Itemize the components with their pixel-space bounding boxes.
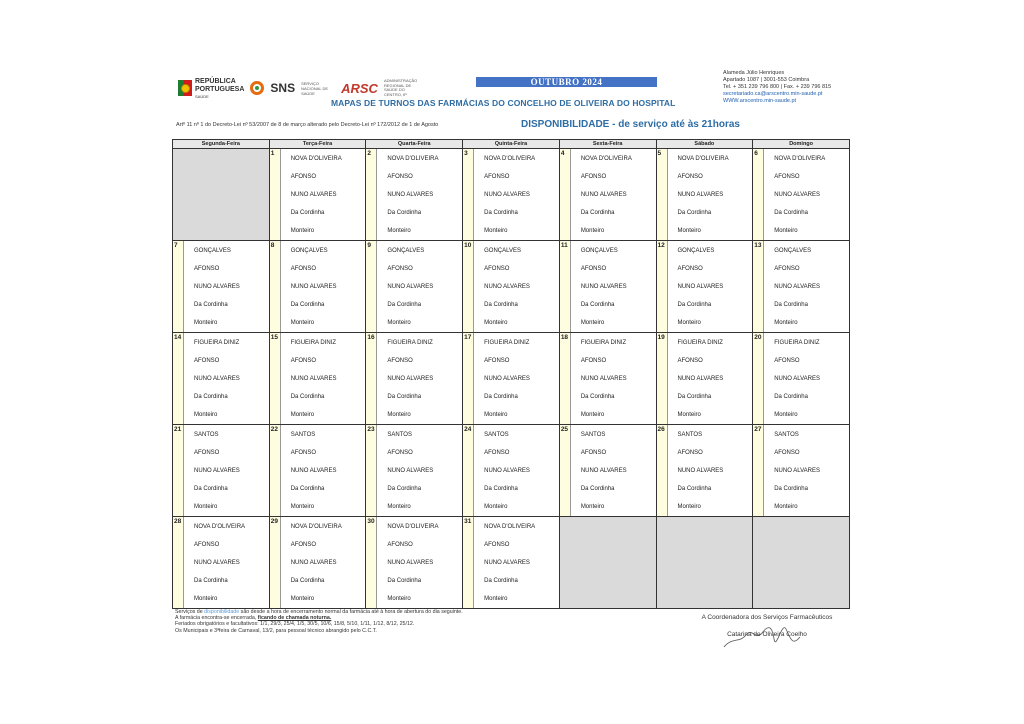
pharmacy-name: Monteiro	[774, 227, 798, 234]
pharmacy-list	[571, 425, 656, 516]
pharmacy-name: Monteiro	[580, 503, 605, 510]
pharmacy-name: GONÇALVES	[290, 247, 328, 254]
day-cell	[463, 333, 560, 425]
day-number: 24	[463, 425, 474, 516]
day-cell	[463, 149, 560, 241]
pharmacy-name: Da Cordinha	[194, 577, 228, 584]
pharmacy-list	[377, 241, 462, 332]
pharmacy-name: Monteiro	[580, 319, 605, 326]
pharmacy-name: Monteiro	[387, 319, 411, 326]
pharmacy-name: NOVA D'OLIVEIRA	[387, 155, 439, 162]
pharmacy-name: Monteiro	[484, 319, 508, 326]
pharmacy-name: AFONSO	[484, 173, 510, 180]
day-cell	[753, 425, 850, 517]
month-banner: OUTUBRO 2024	[476, 77, 657, 87]
pharmacy-list	[764, 425, 849, 516]
footer-line-3: Feriados obrigatórios e facultativos: 1/1, 29/3, 25/4, 1/5, 30/5, 10/6, 15/8, 5/10, 1/11, 1/12, 8/12, 25/12.	[175, 621, 415, 628]
contact-email-link[interactable]: secretariado.ca@arscentro.min-saude.pt	[723, 91, 823, 97]
footer-line-1-pre: Serviços de	[175, 609, 205, 615]
pharmacy-name: NUNO ALVARES	[484, 559, 530, 566]
pharmacy-name: AFONSO	[387, 265, 413, 272]
availability-heading: DISPONIBILIDADE - de serviço até às 21horas	[521, 119, 740, 130]
pharmacy-list	[184, 333, 269, 424]
pharmacy-name: Da Cordinha	[290, 485, 325, 492]
day-number: 1	[270, 149, 281, 240]
pharmacy-name: SANTOS	[290, 431, 316, 438]
pharmacy-name: NOVA D'OLIVEIRA	[194, 523, 246, 530]
pharmacy-list	[668, 241, 753, 332]
pharmacy-name: AFONSO	[677, 173, 703, 180]
day-cell	[753, 333, 850, 425]
pharmacy-name: Da Cordinha	[677, 485, 712, 492]
pharmacy-name: NOVA D'OLIVEIRA	[290, 523, 342, 530]
day-number: 20	[753, 333, 764, 424]
day-number: 4	[560, 149, 571, 240]
empty-day-cell	[173, 149, 270, 241]
day-cell	[656, 333, 753, 425]
pharmacy-name: Monteiro	[387, 411, 411, 418]
pharmacy-name: Monteiro	[580, 411, 605, 418]
pharmacy-name: FIGUEIRA DINIZ	[290, 339, 337, 346]
pharmacy-name: Da Cordinha	[290, 577, 325, 584]
pharmacy-name: NUNO ALVARES	[677, 191, 724, 198]
pharmacy-name: NOVA D'OLIVEIRA	[580, 155, 632, 162]
pharmacy-name: NUNO ALVARES	[484, 375, 530, 382]
day-cell	[366, 149, 463, 241]
pharmacy-name: GONÇALVES	[580, 247, 618, 254]
pharmacy-list	[668, 425, 753, 516]
day-number: 9	[366, 241, 377, 332]
pharmacy-name: NUNO ALVARES	[580, 191, 627, 198]
pharmacy-name: Monteiro	[194, 411, 218, 418]
pharmacy-name: NUNO ALVARES	[580, 375, 627, 382]
sns-logo-sub: SERVIÇO NACIONAL DE SAÚDE	[301, 80, 329, 96]
pharmacy-name: NOVA D'OLIVEIRA	[484, 155, 536, 162]
pharmacy-list	[377, 425, 462, 516]
pharmacy-name: AFONSO	[194, 357, 220, 364]
pharmacy-name: AFONSO	[677, 449, 703, 456]
pharmacy-name: NUNO ALVARES	[677, 467, 724, 474]
pharmacy-name: GONÇALVES	[194, 247, 231, 254]
pharmacy-list	[184, 425, 269, 516]
pharmacy-list	[571, 333, 656, 424]
day-cell	[559, 149, 656, 241]
pharmacy-name: NUNO ALVARES	[580, 467, 627, 474]
day-number: 13	[753, 241, 764, 332]
pharmacy-name: NUNO ALVARES	[484, 467, 530, 474]
pharmacy-list	[474, 333, 559, 424]
pharmacy-list	[571, 149, 656, 240]
pharmacy-name: NOVA D'OLIVEIRA	[677, 155, 729, 162]
handwritten-signature	[682, 621, 852, 633]
pharmacy-name: NUNO ALVARES	[387, 559, 434, 566]
day-cell	[366, 425, 463, 517]
day-cell	[559, 425, 656, 517]
pharmacy-name: Monteiro	[677, 411, 701, 418]
day-number: 30	[366, 517, 377, 608]
pharmacy-name: NUNO ALVARES	[387, 191, 434, 198]
day-cell	[173, 241, 270, 333]
day-number: 12	[657, 241, 668, 332]
day-cell	[269, 425, 366, 517]
pharmacy-name: NUNO ALVARES	[677, 375, 724, 382]
pharmacy-list	[184, 241, 269, 332]
pharmacy-list	[474, 149, 559, 240]
pharmacy-name: Monteiro	[194, 595, 218, 602]
pharmacy-name: Monteiro	[194, 503, 218, 510]
pharmacy-name: Da Cordinha	[194, 485, 228, 492]
pharmacy-list	[281, 241, 366, 332]
pharmacy-name: Da Cordinha	[194, 301, 228, 308]
pharmacy-name: AFONSO	[484, 265, 510, 272]
pharmacy-name: Monteiro	[484, 595, 508, 602]
pharmacy-name: Da Cordinha	[484, 485, 518, 492]
day-number: 5	[657, 149, 668, 240]
pharmacy-name: AFONSO	[774, 265, 800, 272]
pharmacy-name: AFONSO	[677, 357, 703, 364]
day-number: 17	[463, 333, 474, 424]
pharmacy-name: NUNO ALVARES	[387, 467, 434, 474]
day-cell	[753, 241, 850, 333]
day-number: 11	[560, 241, 571, 332]
pharmacy-name: AFONSO	[290, 173, 317, 180]
day-cell	[173, 333, 270, 425]
pharmacy-name: AFONSO	[580, 357, 607, 364]
pharmacy-name: Da Cordinha	[290, 393, 325, 400]
portugal-flag-icon	[178, 80, 192, 96]
day-number: 10	[463, 241, 474, 332]
pharmacy-name: Da Cordinha	[580, 485, 615, 492]
pharmacy-name: Monteiro	[484, 411, 508, 418]
republica-line2: PORTUGUESA	[195, 85, 245, 93]
pharmacy-name: FIGUEIRA DINIZ	[387, 339, 433, 346]
pharmacy-name: AFONSO	[387, 541, 413, 548]
day-number: 28	[173, 517, 184, 608]
pharmacy-name: SANTOS	[774, 431, 799, 438]
weekday-header: Quarta-Feira	[366, 140, 463, 149]
pharmacy-name: Da Cordinha	[387, 209, 422, 216]
pharmacy-name: FIGUEIRA DINIZ	[484, 339, 530, 346]
day-number: 8	[270, 241, 281, 332]
footer-notes	[175, 609, 463, 634]
pharmacy-name: AFONSO	[387, 173, 413, 180]
pharmacy-list	[377, 517, 462, 608]
day-number: 26	[657, 425, 668, 516]
pharmacy-name: NOVA D'OLIVEIRA	[484, 523, 536, 530]
pharmacy-list	[184, 517, 269, 608]
sns-logo-text: SNS	[270, 81, 296, 95]
pharmacy-name: Da Cordinha	[484, 209, 518, 216]
pharmacy-name: Monteiro	[774, 411, 798, 418]
calendar-week-row	[173, 149, 850, 241]
pharmacy-name: NUNO ALVARES	[484, 283, 530, 290]
pharmacy-name: Monteiro	[677, 227, 701, 234]
pharmacy-name: Da Cordinha	[580, 301, 615, 308]
pharmacy-name: Da Cordinha	[387, 393, 422, 400]
day-cell	[269, 241, 366, 333]
pharmacy-name: Monteiro	[677, 503, 701, 510]
pharmacy-name: GONÇALVES	[484, 247, 522, 254]
pharmacy-name: AFONSO	[774, 449, 800, 456]
day-number: 27	[753, 425, 764, 516]
pharmacy-name: Monteiro	[774, 319, 798, 326]
day-number: 21	[173, 425, 184, 516]
arsc-logo-text: ARSC	[341, 80, 378, 96]
pharmacy-name: AFONSO	[484, 541, 510, 548]
day-cell	[656, 241, 753, 333]
pharmacy-name: FIGUEIRA DINIZ	[194, 339, 240, 346]
pharmacy-name: Da Cordinha	[774, 209, 808, 216]
pharmacy-name: FIGUEIRA DINIZ	[774, 339, 820, 346]
footer-line-4: Os Municipais e 3ªfeira de Carnaval, 13/2, para pessoal técnico abrangido pelo C.C.T.	[175, 627, 377, 634]
day-cell	[559, 241, 656, 333]
pharmacy-list	[668, 333, 753, 424]
day-cell	[559, 333, 656, 425]
pharmacy-name: Da Cordinha	[774, 393, 808, 400]
day-number: 25	[560, 425, 571, 516]
pharmacy-name: NUNO ALVARES	[194, 283, 240, 290]
pharmacy-name: SANTOS	[484, 431, 509, 438]
pharmacy-name: AFONSO	[774, 357, 800, 364]
pharmacy-name: SANTOS	[677, 431, 703, 438]
pharmacy-name: Da Cordinha	[194, 393, 228, 400]
pharmacy-list	[571, 241, 656, 332]
day-number: 18	[560, 333, 571, 424]
pharmacy-list	[668, 149, 753, 240]
page-title: MAPAS DE TURNOS DAS FARMÁCIAS DO CONCELHO DE OLIVEIRA DO HOSPITAL	[331, 98, 676, 108]
pharmacy-name: AFONSO	[290, 357, 317, 364]
day-cell	[269, 149, 366, 241]
day-number: 23	[366, 425, 377, 516]
empty-day-cell	[559, 517, 656, 609]
pharmacy-name: Da Cordinha	[387, 485, 422, 492]
pharmacy-name: Monteiro	[290, 411, 315, 418]
republica-portuguesa-logo	[178, 78, 244, 99]
day-cell	[269, 333, 366, 425]
pharmacy-name: SANTOS	[387, 431, 412, 438]
weekday-header: Quinta-Feira	[463, 140, 560, 149]
pharmacy-name: GONÇALVES	[387, 247, 425, 254]
day-number: 7	[173, 241, 184, 332]
day-number: 15	[270, 333, 281, 424]
pharmacy-name: NUNO ALVARES	[290, 467, 337, 474]
pharmacy-name: Da Cordinha	[290, 301, 325, 308]
pharmacy-name: AFONSO	[194, 541, 220, 548]
day-number: 29	[270, 517, 281, 608]
empty-day-cell	[656, 517, 753, 609]
calendar-week-row	[173, 425, 850, 517]
signature-role: A Coordenadora dos Serviços Farmacêuticos	[701, 614, 833, 621]
pharmacy-name: NUNO ALVARES	[387, 283, 434, 290]
contact-block	[723, 70, 831, 105]
pharmacy-list	[764, 149, 849, 240]
weekday-header-row	[173, 140, 850, 149]
day-number: 31	[463, 517, 474, 608]
signature-name: Catarina de Oliveira Coelho	[727, 631, 807, 638]
empty-day-cell	[753, 517, 850, 609]
signature-block	[682, 614, 852, 638]
pharmacy-name: NOVA D'OLIVEIRA	[290, 155, 342, 162]
calendar-week-row	[173, 333, 850, 425]
pharmacy-name: NUNO ALVARES	[774, 375, 821, 382]
pharmacy-name: Da Cordinha	[677, 301, 712, 308]
pharmacy-name: Da Cordinha	[387, 301, 422, 308]
pharmacy-name: Monteiro	[484, 503, 508, 510]
pharmacy-name: NUNO ALVARES	[194, 559, 240, 566]
pharmacy-name: AFONSO	[580, 173, 607, 180]
pharmacy-name: Monteiro	[387, 595, 411, 602]
decree-reference: Artº 11 nº 1 do Decreto-Lei nº 53/2007 de 8 de março alterado pelo Decreto-Lei nº 172/2012 de 1 de Agosto	[176, 122, 439, 128]
pharmacy-name: FIGUEIRA DINIZ	[580, 339, 627, 346]
day-number: 2	[366, 149, 377, 240]
pharmacy-name: Da Cordinha	[774, 485, 808, 492]
footer-line-2-bold: ficando de chamada noturna.	[257, 615, 332, 622]
pharmacy-list	[281, 333, 366, 424]
pharmacy-name: Da Cordinha	[580, 209, 615, 216]
pharmacy-list	[474, 241, 559, 332]
pharmacy-name: Monteiro	[290, 227, 315, 234]
day-cell	[656, 425, 753, 517]
day-cell	[366, 241, 463, 333]
pharmacy-name: Monteiro	[580, 227, 605, 234]
day-number: 16	[366, 333, 377, 424]
pharmacy-name: Monteiro	[484, 227, 508, 234]
pharmacy-name: NUNO ALVARES	[580, 283, 627, 290]
day-cell	[656, 149, 753, 241]
republica-line1: REPÚBLICA	[195, 77, 236, 85]
pharmacy-name: NUNO ALVARES	[774, 283, 821, 290]
day-number: 22	[270, 425, 281, 516]
pharmacy-name: Da Cordinha	[677, 393, 712, 400]
pharmacy-name: NUNO ALVARES	[290, 191, 337, 198]
pharmacy-name: NUNO ALVARES	[677, 283, 724, 290]
pharmacy-name: NUNO ALVARES	[484, 191, 530, 198]
pharmacy-name: AFONSO	[290, 541, 317, 548]
pharmacy-name: AFONSO	[484, 449, 510, 456]
republica-sub: SAÚDE	[195, 93, 209, 99]
pharmacy-name: NUNO ALVARES	[290, 375, 337, 382]
pharmacy-list	[764, 333, 849, 424]
pharmacy-name: GONÇALVES	[677, 247, 715, 254]
pharmacy-list	[281, 517, 366, 608]
pharmacy-name: Monteiro	[290, 503, 315, 510]
pharmacy-name: NUNO ALVARES	[194, 375, 240, 382]
pharmacy-name: Monteiro	[194, 319, 218, 326]
day-cell	[753, 149, 850, 241]
pharmacy-name: AFONSO	[194, 449, 220, 456]
shift-calendar	[172, 139, 850, 609]
day-number: 3	[463, 149, 474, 240]
weekday-header: Sábado	[656, 140, 753, 149]
day-cell	[463, 517, 560, 609]
pharmacy-list	[764, 241, 849, 332]
pharmacy-list	[474, 425, 559, 516]
arsc-logo-sub: ADMINISTRAÇÃO REGIONAL DE SAÚDE DO CENTRO, IP	[383, 78, 418, 97]
pharmacy-name: Monteiro	[290, 595, 315, 602]
pharmacy-list	[377, 333, 462, 424]
calendar-body	[173, 149, 850, 609]
pharmacy-name: Da Cordinha	[387, 577, 422, 584]
pharmacy-name: Monteiro	[387, 227, 411, 234]
day-cell	[366, 333, 463, 425]
pharmacy-name: AFONSO	[290, 449, 317, 456]
pharmacy-list	[281, 149, 366, 240]
pharmacy-name: NOVA D'OLIVEIRA	[774, 155, 826, 162]
pharmacy-name: AFONSO	[387, 449, 413, 456]
pharmacy-name: Da Cordinha	[484, 393, 518, 400]
pharmacy-name: NUNO ALVARES	[194, 467, 240, 474]
pharmacy-name: Monteiro	[290, 319, 315, 326]
contact-postal: Apartado 1087 | 3001-553 Coimbra	[723, 77, 810, 83]
pharmacy-list	[377, 149, 462, 240]
day-number: 6	[753, 149, 764, 240]
pharmacy-list	[474, 517, 559, 608]
pharmacy-list	[281, 425, 366, 516]
weekday-header: Sexta-Feira	[559, 140, 656, 149]
pharmacy-name: AFONSO	[580, 265, 607, 272]
calendar-week-row	[173, 241, 850, 333]
weekday-header: Terça-Feira	[269, 140, 366, 149]
pharmacy-name: Monteiro	[774, 503, 798, 510]
day-cell	[463, 241, 560, 333]
day-cell	[366, 517, 463, 609]
pharmacy-name: SANTOS	[580, 431, 606, 438]
pharmacy-name: Da Cordinha	[580, 393, 615, 400]
pharmacy-name: AFONSO	[774, 173, 800, 180]
day-cell	[463, 425, 560, 517]
contact-website-link[interactable]: WWW.arscentro.min-saude.pt	[723, 98, 797, 104]
pharmacy-name: NUNO ALVARES	[774, 191, 821, 198]
day-cell	[173, 425, 270, 517]
pharmacy-name: NUNO ALVARES	[290, 283, 337, 290]
day-cell	[173, 517, 270, 609]
day-number: 14	[173, 333, 184, 424]
pharmacy-name: GONÇALVES	[774, 247, 812, 254]
pharmacy-name: AFONSO	[677, 265, 703, 272]
pharmacy-name: Da Cordinha	[290, 209, 325, 216]
pharmacy-name: Monteiro	[677, 319, 701, 326]
pharmacy-name: NUNO ALVARES	[290, 559, 337, 566]
pharmacy-name: Da Cordinha	[484, 577, 518, 584]
pharmacy-name: SANTOS	[194, 431, 219, 438]
sns-icon	[250, 81, 264, 95]
contact-phone: Tel. + 351 239 796 800 | Fax. + 239 796 815	[723, 84, 832, 90]
day-cell	[269, 517, 366, 609]
footer-line-2-pre: A farmácia encontra-se encerrada,	[175, 615, 258, 622]
pharmacy-name: AFONSO	[484, 357, 510, 364]
weekday-header: Segunda-Feira	[173, 140, 270, 149]
pharmacy-name: AFONSO	[580, 449, 607, 456]
pharmacy-name: AFONSO	[290, 265, 317, 272]
footer-line-1-highlight: disponibilidade	[204, 609, 240, 615]
pharmacy-name: FIGUEIRA DINIZ	[677, 339, 723, 346]
pharmacy-name: NOVA D'OLIVEIRA	[387, 523, 439, 530]
pharmacy-name: Da Cordinha	[677, 209, 712, 216]
pharmacy-name: AFONSO	[387, 357, 413, 364]
pharmacy-name: Da Cordinha	[774, 301, 808, 308]
contact-address: Alameda Júlio Henriques	[723, 70, 785, 76]
pharmacy-name: NUNO ALVARES	[387, 375, 434, 382]
weekday-header: Domingo	[753, 140, 850, 149]
pharmacy-name: Monteiro	[387, 503, 411, 510]
footer-line-1-post: são desde a hora de encerramento normal da farmácia até à hora de abertura do dia seguinte.	[239, 609, 463, 615]
calendar-week-row	[173, 517, 850, 609]
pharmacy-name: NUNO ALVARES	[774, 467, 821, 474]
day-number: 19	[657, 333, 668, 424]
pharmacy-name: Da Cordinha	[484, 301, 518, 308]
pharmacy-name: AFONSO	[194, 265, 220, 272]
